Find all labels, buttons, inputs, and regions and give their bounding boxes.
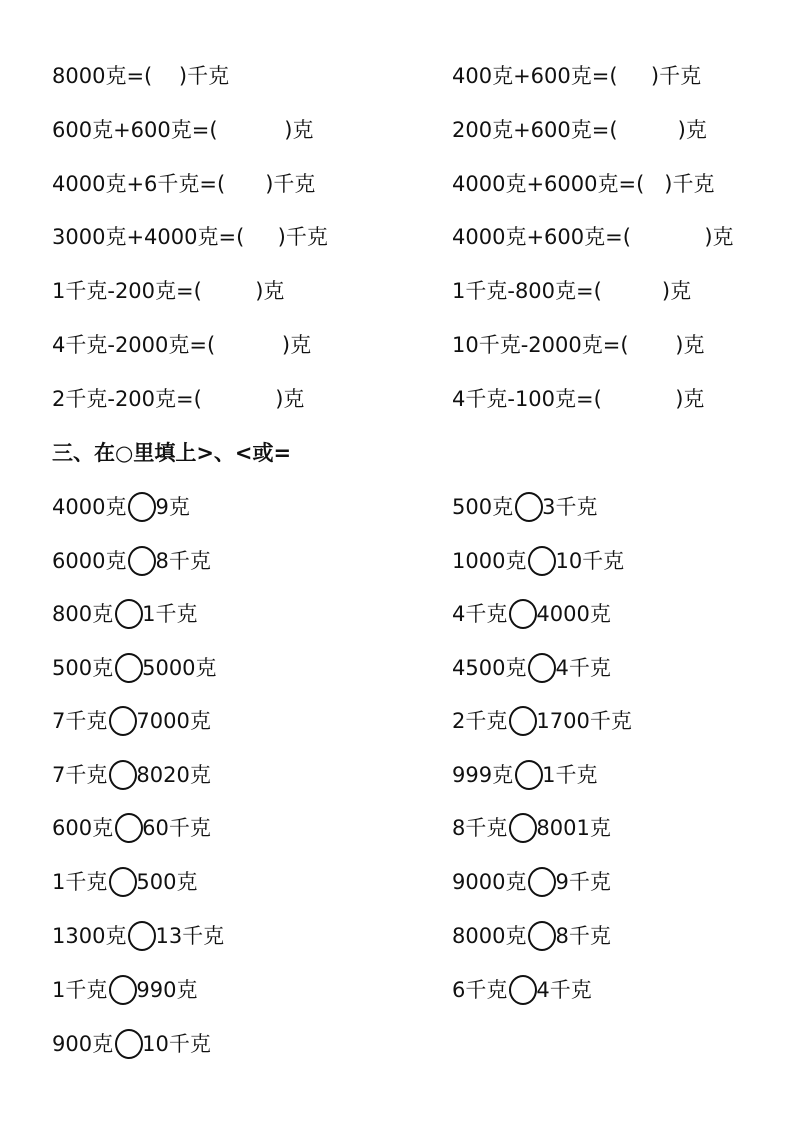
right-quantity: 1千克 [542,763,598,787]
comparison-problem [452,547,624,575]
comparison-problem [52,976,197,1004]
right-quantity: 13千克 [155,924,225,948]
conversion-problem: 1千克-200克=( )克 [52,279,285,303]
answer-circle[interactable] [528,653,556,683]
right-quantity: 1700千克 [536,709,632,733]
left-quantity: 1千克 [52,870,108,894]
answer-circle[interactable] [109,760,137,790]
answer-circle[interactable] [128,921,156,951]
right-quantity: 8千克 [555,924,611,948]
left-quantity: 800克 [52,602,114,626]
answer-circle[interactable] [115,1029,143,1059]
left-quantity: 9000克 [452,870,527,894]
right-quantity: 5000克 [142,656,217,680]
conversion-problem: 4000克+600克=( )克 [452,225,734,249]
left-quantity: 6000克 [52,549,127,573]
conversion-problem: 200克+600克=( )克 [452,118,707,142]
right-quantity: 8001克 [536,816,611,840]
left-quantity: 7千克 [52,763,108,787]
conversion-problem: 4千克-2000克=( )克 [52,333,312,357]
conversion-problem: 4000克+6千克=( )千克 [52,172,316,196]
right-quantity: 10千克 [142,1032,211,1056]
comparison-problem [452,868,611,896]
answer-circle[interactable] [528,546,556,576]
right-quantity: 7000克 [136,709,211,733]
right-quantity: 990克 [136,978,198,1002]
comparison-problem [452,600,611,628]
comparison-problem [52,547,211,575]
answer-circle[interactable] [109,706,137,736]
answer-circle[interactable] [115,813,143,843]
comparison-problem [452,493,597,521]
right-quantity: 8020克 [136,763,211,787]
answer-circle[interactable] [509,813,537,843]
left-quantity: 8000克 [452,924,527,948]
right-quantity: 9克 [155,495,190,519]
comparison-problem [52,922,224,950]
conversion-problem: 2千克-200克=( )克 [52,387,305,411]
left-quantity: 2千克 [452,709,508,733]
answer-circle[interactable] [515,492,543,522]
left-quantity: 8千克 [452,816,508,840]
right-quantity: 10千克 [555,549,625,573]
answer-circle[interactable] [528,867,556,897]
left-quantity: 900克 [52,1032,114,1056]
answer-circle[interactable] [509,599,537,629]
answer-circle[interactable] [128,492,156,522]
comparison-problem [452,654,611,682]
conversion-problem: 400克+600克=( )千克 [452,64,702,88]
answer-circle[interactable] [515,760,543,790]
comparison-problem [52,1030,211,1058]
left-quantity: 1000克 [452,549,527,573]
left-quantity: 4000克 [52,495,127,519]
comparison-problem [52,761,211,789]
left-quantity: 1300克 [52,924,127,948]
right-quantity: 4000克 [536,602,611,626]
answer-circle[interactable] [115,599,143,629]
section-heading: 三、在○里填上>、<或= [52,441,292,465]
comparison-problem [52,654,217,682]
answer-circle[interactable] [109,867,137,897]
answer-circle[interactable] [509,975,537,1005]
right-quantity: 9千克 [555,870,611,894]
comparison-problem [52,707,211,735]
conversion-problem: 600克+600克=( )克 [52,118,314,142]
right-quantity: 8千克 [155,549,211,573]
right-quantity: 4千克 [536,978,592,1002]
comparison-problem [452,922,611,950]
left-quantity: 6千克 [452,978,508,1002]
right-quantity: 60千克 [142,816,211,840]
conversion-problem: 3000克+4000克=( )千克 [52,225,328,249]
right-quantity: 500克 [136,870,198,894]
comparison-problem [452,814,611,842]
comparison-problem [452,976,592,1004]
left-quantity: 4500克 [452,656,527,680]
answer-circle[interactable] [509,706,537,736]
conversion-problem: 4000克+6000克=( )千克 [452,172,715,196]
left-quantity: 600克 [52,816,114,840]
comparison-problem [52,600,197,628]
comparison-problem [52,814,211,842]
left-quantity: 1千克 [52,978,108,1002]
conversion-problem: 4千克-100克=( )克 [452,387,705,411]
left-quantity: 7千克 [52,709,108,733]
comparison-problem [452,761,597,789]
answer-circle[interactable] [109,975,137,1005]
conversion-problem: 8000克=( )千克 [52,64,230,88]
left-quantity: 500克 [52,656,114,680]
left-quantity: 500克 [452,495,514,519]
answer-circle[interactable] [128,546,156,576]
answer-circle[interactable] [528,921,556,951]
right-quantity: 1千克 [142,602,198,626]
right-quantity: 4千克 [555,656,611,680]
comparison-problem [52,493,190,521]
answer-circle[interactable] [115,653,143,683]
left-quantity: 4千克 [452,602,508,626]
comparison-problem [452,707,632,735]
left-quantity: 999克 [452,763,514,787]
right-quantity: 3千克 [542,495,598,519]
conversion-problem: 1千克-800克=( )克 [452,279,692,303]
comparison-problem [52,868,197,896]
conversion-problem: 10千克-2000克=( )克 [452,333,705,357]
